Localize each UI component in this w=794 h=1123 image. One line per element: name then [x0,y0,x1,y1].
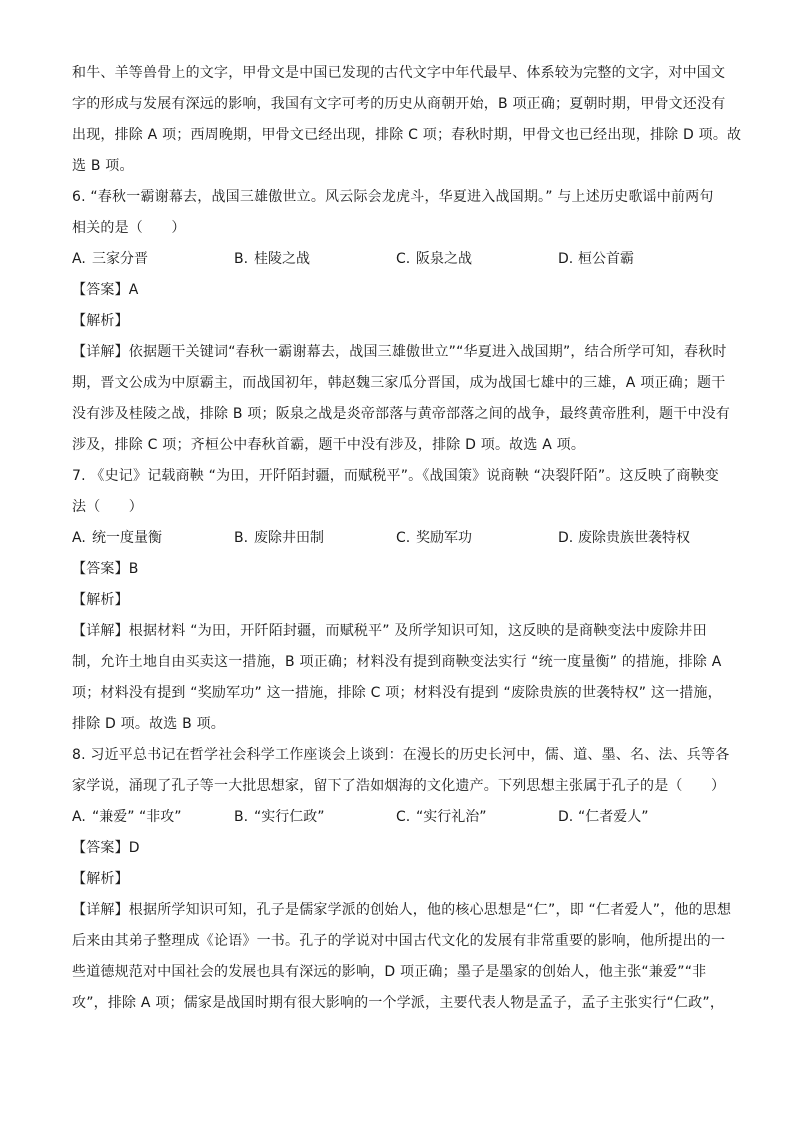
detail-line: 后来由其弟子整理成《论语》一书。孔子的学说对中国古代文化的发展有非常重要的影响，他所提出的一 [72,933,726,949]
option-c [396,523,558,554]
option-text: 桓公首霸 [578,251,634,267]
option-key: B. [234,530,249,546]
detail-line: 没有涉及桂陵之战，排除 B 项；阪泉之战是炎帝部落与黄帝部落之间的战争，最终黄帝胜利，题干中没有 [72,406,731,422]
option-key: D. [558,809,574,825]
option-row [72,244,732,275]
detail-line: 【详解】根据所学知识可知，孔子是儒家学派的创始人，他的核心思想是“仁”，即 “仁者爱人”，他的思想 [72,902,732,918]
option-d [558,244,720,275]
text-line: 字的形成与发展有深远的影响，我国有文字可考的历史从商朝开始，B 项正确；夏朝时期，甲骨文还没有 [72,96,726,112]
analysis-label: 【解析】 [72,313,129,329]
option-c [396,802,558,833]
option-text: “兼爱” “非攻” [92,809,182,825]
analysis-label: 【解析】 [72,592,129,608]
option-row [72,523,732,554]
option-key: A. [72,251,86,267]
option-d [558,523,720,554]
option-key: C. [396,251,411,267]
option-key: C. [396,530,411,546]
detail-line: 【详解】根据材料 “为田，开阡陌封疆，而赋税平” 及所学知识可知，这反映的是商鞅变法中废除井田 [72,623,707,639]
detail-line: 期，晋文公成为中原霸主，而战国初年，韩赵魏三家瓜分晋国，成为战国七雄中的三雄，A 项正确；题干 [72,375,726,391]
option-d [558,802,720,833]
text-line: 出现，排除 A 项；西周晚期，甲骨文已经出现，排除 C 项；春秋时期，甲骨文也已经出现，排除 D 项。故 [72,127,742,143]
option-key: B. [234,251,249,267]
option-a [72,802,234,833]
question-6 [72,182,732,461]
detail-line: 些道德规范对中国社会的发展也具有深远的影响，D 项正确；墨子是墨家的创始人，他主张“兼爱”“非 [72,964,707,980]
option-text: 三家分晋 [92,251,148,267]
detail-line: 项；材料没有提到 “奖励军功” 这一措施，排除 C 项；材料没有提到 “废除贵族的世袭特权” 这一措施， [72,685,722,701]
question-stem-line: 8. 习近平总书记在哲学社会科学工作座谈会上谈到：在漫长的历史长河中，儒、道、墨、名、法、兵等各 [72,747,730,763]
option-key: D. [558,251,574,267]
detail-line: 制，允许土地自由买卖这一措施，B 项正确；材料没有提到商鞅变法实行 “统一度量衡” 的措施，排除 A [72,654,722,670]
text-line: 选 B 项。 [72,158,134,174]
answer-label: 【答案】D [72,840,140,856]
question-stem-line: 相关的是（ ） [72,220,186,236]
detail-line: 【详解】依据题干关键词“春秋一霸谢幕去，战国三雄傲世立”“华夏进入战国期”，结合所学可知，春秋时 [72,344,727,360]
question-stem-line: 法（ ） [72,499,143,515]
question-stem-line: 家学说，涌现了孔子等一大批思想家，留下了浩如烟海的文化遗产。下列思想主张属于孔子的是（ ） [72,778,726,794]
analysis-label: 【解析】 [72,871,129,887]
question-stem-line: 7. 《史记》记载商鞅 “为田，开阡陌封疆，而赋税平”。《战国策》说商鞅 “决裂阡陌”。这反映了商鞅变 [72,468,719,484]
text-line: 和牛、羊等兽骨上的文字，甲骨文是中国已发现的古代文字中年代最早、体系较为完整的文字，对中国文 [72,65,726,81]
option-text: “实行仁政” [254,809,325,825]
detail-line: 攻”，排除 A 项；儒家是战国时期有很大影响的一个学派，主要代表人物是孟子，孟子主张实行“仁政”， [72,995,725,1011]
prev-analysis-paragraph [72,58,742,182]
document-page [72,58,742,1019]
option-text: “仁者爱人” [578,809,649,825]
option-b [234,523,396,554]
option-key: D. [558,530,574,546]
question-7 [72,461,732,740]
option-text: “实行礼治” [416,809,487,825]
option-c [396,244,558,275]
option-text: 统一度量衡 [92,530,162,546]
option-key: B. [234,809,249,825]
option-row [72,802,732,833]
answer-label: 【答案】B [72,561,139,577]
option-b [234,244,396,275]
detail-line: 涉及，排除 C 项；齐桓公中春秋首霸，题干中没有涉及，排除 D 项。故选 A 项。 [72,437,586,453]
question-8 [72,740,732,1019]
option-text: 废除井田制 [254,530,324,546]
option-text: 桂陵之战 [254,251,310,267]
option-text: 奖励军功 [416,530,472,546]
option-key: A. [72,809,86,825]
answer-label: 【答案】A [72,282,139,298]
option-text: 废除贵族世袭特权 [578,530,690,546]
option-text: 阪泉之战 [416,251,472,267]
detail-line: 排除 D 项。故选 B 项。 [72,716,225,732]
option-a [72,244,234,275]
option-key: C. [396,809,411,825]
question-stem-line: 6. “春秋一霸谢幕去，战国三雄傲世立。风云际会龙虎斗，华夏进入战国期。” 与上述历史歌谣中前两句 [72,189,714,205]
option-b [234,802,396,833]
option-key: A. [72,530,86,546]
option-a [72,523,234,554]
